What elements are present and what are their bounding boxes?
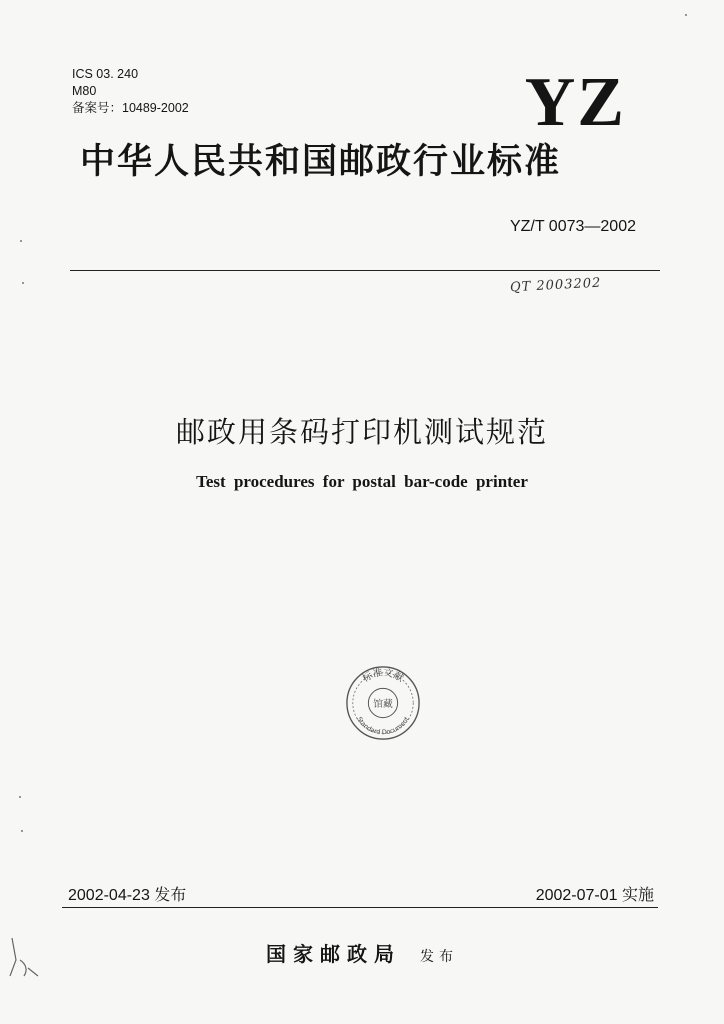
- yz-logo: YZ: [524, 64, 626, 141]
- stamp-center-text: 馆藏: [373, 698, 393, 710]
- stamp-top-text: 标准文献: [360, 667, 406, 685]
- publisher-name: 国家邮政局: [265, 942, 401, 966]
- publisher-action: 发布: [420, 949, 459, 965]
- document-title-cn: 邮政用条码打印机测试规范: [175, 415, 548, 449]
- standard-number: YZ/T 0073—2002: [509, 218, 636, 235]
- ics-code: ICS 03. 240: [72, 67, 139, 81]
- implementation-date: 2002-07-01 实施: [535, 887, 654, 904]
- scan-speck: [22, 282, 24, 284]
- scan-speck: [20, 240, 22, 242]
- svg-text:标准文献: [360, 665, 407, 684]
- header-meta: [72, 66, 189, 117]
- scan-speck: [21, 830, 23, 832]
- filing-number: 备案号：10489-2002: [72, 101, 189, 115]
- handwritten-note: QT 2003202: [509, 275, 602, 296]
- margin-pencil-mark: [6, 930, 56, 980]
- bottom-divider: [62, 907, 658, 908]
- scan-speck: [19, 796, 21, 798]
- standard-org-title: 中华人民共和国邮政行业标准: [80, 142, 562, 182]
- stamp-bottom-text: Standard Document: [355, 715, 411, 737]
- publisher-line: [0, 938, 724, 967]
- library-stamp: [344, 664, 422, 742]
- issue-date: 2002-04-23 发布: [68, 887, 187, 904]
- top-divider: [70, 270, 660, 271]
- scan-speck: [685, 14, 687, 16]
- document-title-en: Test procedures for postal bar-code printer: [196, 472, 528, 491]
- category-code: M80: [72, 84, 97, 98]
